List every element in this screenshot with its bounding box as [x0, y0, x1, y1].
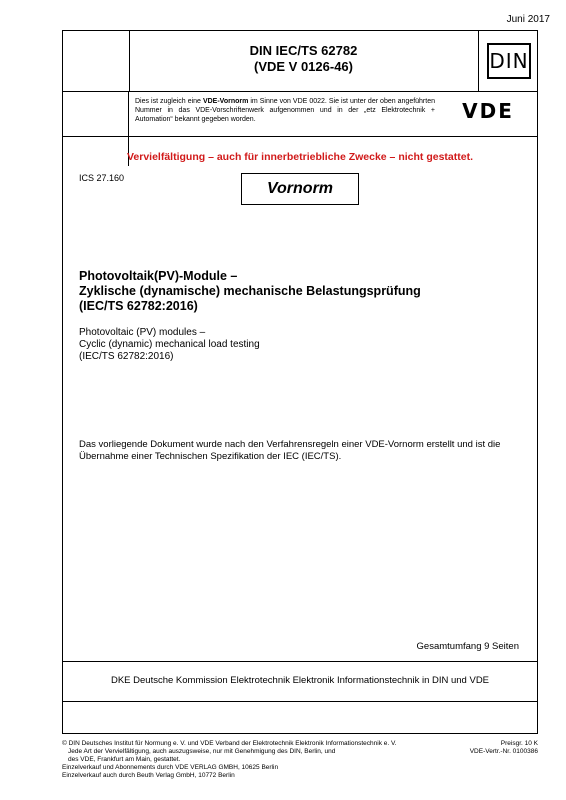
notice-post: im Sinne von VDE 0022. Sie ist unter der oben angeführten Nummer in das VDE-Vorschriftenwerk aufgenommen und in der „etz Elektrotechnik + Automation“ bekannt gegeben worden.	[135, 98, 435, 123]
document-note: Das vorliegende Dokument wurde nach den Verfahrensregeln einer VDE-Vornorm erstellt und ist die Übernahme einer Technischen Spezifikation der IEC (IEC/TS).	[79, 439, 501, 462]
title-english	[79, 327, 519, 363]
standard-number-block	[129, 31, 479, 91]
title-german	[79, 269, 519, 314]
vde-logo: VDE	[462, 99, 514, 123]
din-logo: DIN	[487, 43, 531, 79]
footer-price-block	[438, 740, 538, 756]
divider	[63, 661, 537, 662]
footer-line: Einzelverkauf auch durch Beuth Verlag GmbH, 10772 Berlin	[62, 772, 235, 779]
standard-number: DIN IEC/TS 62782	[249, 43, 358, 58]
din-logo-cell	[479, 31, 539, 91]
footer-line: Einzelverkauf und Abonnements durch VDE VERLAG GMBH, 10625 Berlin	[62, 764, 279, 771]
title-de-line: Photovoltaik(PV)-Module –	[79, 269, 238, 283]
footer-line: Jede Art der Vervielfältigung, auch auszugsweise, nur mit Genehmigung des DIN, Berlin, und	[68, 748, 336, 755]
footer-copyright	[62, 740, 402, 780]
doc-type-box: Vornorm	[241, 173, 359, 205]
vde-number: (VDE V 0126-46)	[254, 59, 353, 74]
page-extent: Gesamtumfang 9 Seiten	[416, 641, 519, 652]
copy-warning: Vervielfältigung – auch für innerbetriebliche Zwecke – nicht gestattet.	[126, 151, 473, 163]
price-group: Preisgr. 10 K	[500, 740, 538, 747]
footer-line: des VDE, Frankfurt am Main, gestattet.	[68, 756, 181, 763]
divider	[63, 91, 537, 92]
title-de-line: (IEC/TS 62782:2016)	[79, 299, 198, 313]
vde-notice	[135, 97, 435, 124]
notice-pre: Dies ist zugleich eine	[135, 98, 203, 105]
ics-code: ICS 27.160	[79, 173, 125, 183]
order-number: VDE-Vertr.-Nr. 0100386	[469, 748, 538, 755]
title-en-line: (IEC/TS 62782:2016)	[79, 351, 174, 362]
divider	[63, 701, 537, 702]
title-en-line: Cyclic (dynamic) mechanical load testing	[79, 339, 260, 350]
dke-line: DKE Deutsche Kommission Elektrotechnik Elektronik Informationstechnik in DIN und VDE	[110, 675, 490, 686]
cover-frame	[62, 30, 538, 734]
issue-date: Juni 2017	[506, 14, 550, 25]
footer-line: © DIN Deutsches Institut für Normung e. V. und VDE Verband der Elektrotechnik Elektronik Informationstechnik e. V.	[62, 740, 397, 747]
header-empty-cell	[63, 31, 130, 91]
title-en-line: Photovoltaic (PV) modules –	[79, 327, 206, 338]
divider	[63, 136, 537, 137]
title-de-line: Zyklische (dynamische) mechanische Belastungsprüfung	[79, 284, 421, 298]
notice-bold: VDE-Vornorm	[202, 98, 249, 105]
